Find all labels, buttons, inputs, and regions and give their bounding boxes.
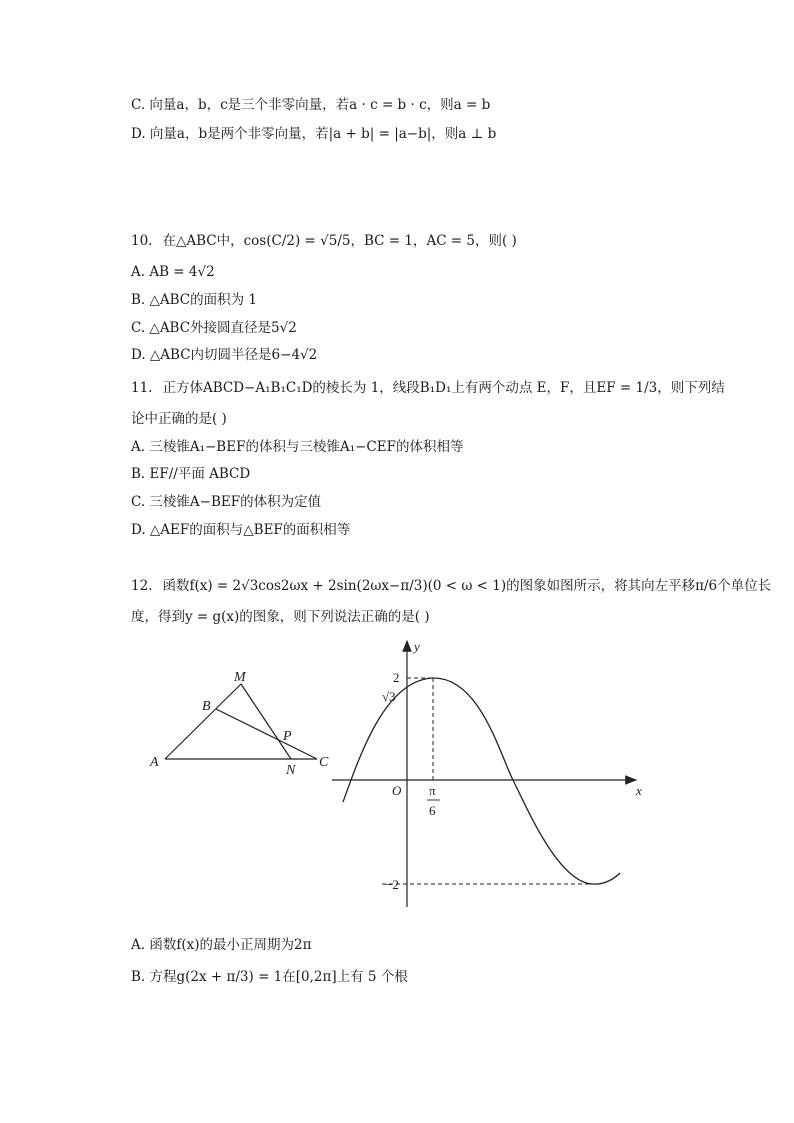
q12-option-b: B. 方程g(2x + π/3) = 1在[0,2π]上有 5 个根	[131, 969, 408, 985]
segment-bc	[216, 709, 317, 759]
q10-option-c: C. △ABC外接圆直径是5√2	[131, 320, 297, 336]
q11-stem-cont: 论中正确的是( )	[131, 411, 227, 427]
q11-option-d: D. △AEF的面积与△BEF的面积相等	[131, 522, 351, 538]
q11-option-b: B. EF//平面 ABCD	[131, 466, 251, 482]
q11-text: 正方体ABCD−A₁B₁C₁D的棱长为 1，线段B₁D₁上有两个动点 E，F，且EF = 1/3，则下列结	[162, 380, 725, 396]
q10-number: 10.	[131, 233, 153, 249]
q11-stem	[131, 378, 725, 398]
q10-stem	[131, 231, 517, 251]
q12-option-a: A. 函数f(x)的最小正周期为2π	[131, 937, 312, 953]
y-min-label: −2	[385, 877, 399, 892]
x-axis-label: x	[636, 783, 642, 798]
segment-am	[165, 684, 241, 759]
origin-label: O	[392, 783, 402, 798]
q10-text: 在△ABC中，cos(C/2) = √5/5，BC = 1，AC = 5，则( )	[162, 233, 517, 249]
y-axis-label: y	[414, 639, 420, 654]
q12-text: 函数f(x) = 2√3cos2ωx + 2sin(2ωx−π/3)(0 < ω < 1)的图象如图所示，将其向左平移π/6个单位长	[162, 578, 772, 594]
q12-number: 12.	[131, 578, 153, 594]
x-peak-denominator: 6	[429, 803, 436, 818]
sine-curve	[343, 678, 620, 884]
q10-option-b: B. △ABC的面积为 1	[131, 292, 258, 308]
q9-option-c: C. 向量a，b，c是三个非零向量，若a · c = b · c，则a = b	[131, 97, 491, 113]
label-n: N	[286, 763, 296, 778]
q12-stem	[131, 576, 771, 596]
function-graph	[330, 635, 650, 915]
segment-mn	[241, 684, 291, 759]
q11-option-a: A. 三棱锥A₁−BEF的体积与三棱锥A₁−CEF的体积相等	[131, 439, 464, 455]
label-c: C	[319, 755, 329, 770]
x-peak-numerator: π	[429, 783, 436, 798]
q11-number: 11.	[131, 380, 153, 396]
triangle-figure	[140, 660, 340, 785]
label-b: B	[202, 699, 211, 714]
q10-option-d: D. △ABC内切圆半径是6−4√2	[131, 347, 318, 363]
q9-option-d: D. 向量a，b是两个非零向量，若|a + b| = |a−b|，则a ⊥ b	[131, 126, 497, 142]
q10-option-a: A. AB = 4√2	[131, 264, 215, 280]
label-p: P	[283, 729, 292, 744]
q11-option-c: C. 三棱锥A−BEF的体积为定值	[131, 494, 322, 510]
y-intercept-label: √3	[382, 689, 396, 704]
label-a: A	[150, 755, 159, 770]
y-max-label: 2	[393, 670, 400, 685]
q12-stem-cont: 度，得到y = g(x)的图象，则下列说法正确的是( )	[131, 609, 430, 625]
label-m: M	[234, 670, 246, 685]
